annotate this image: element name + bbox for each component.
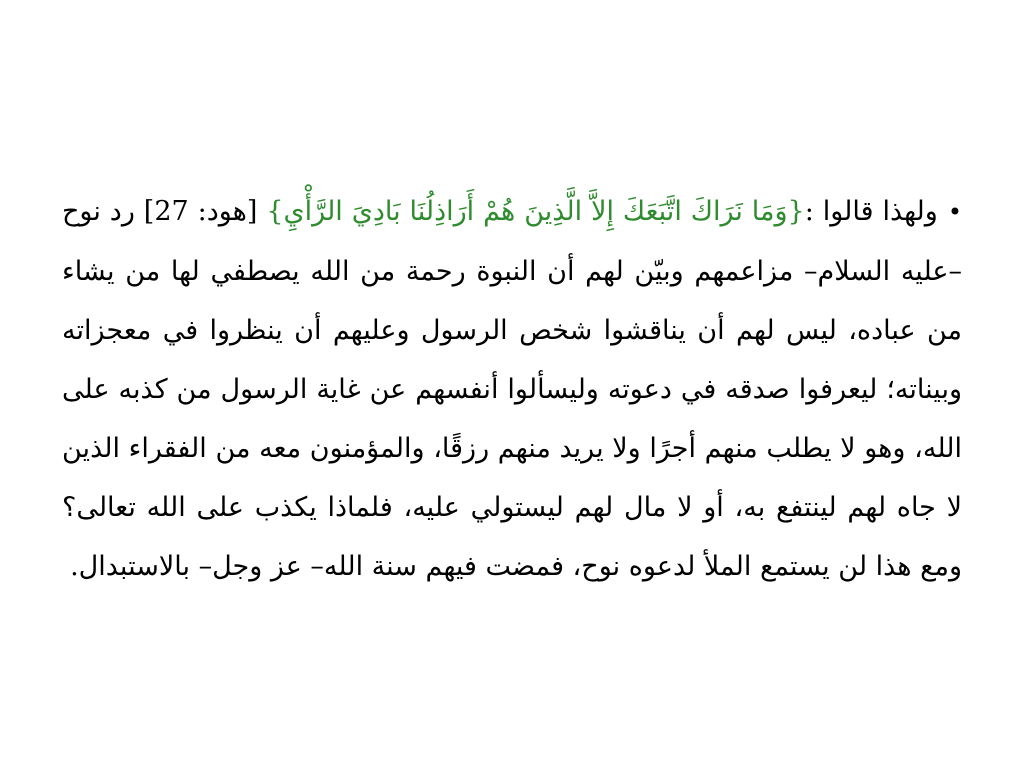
verse-close-brace: } bbox=[266, 196, 284, 227]
bullet-marker: • bbox=[947, 198, 962, 226]
paragraph-body: رد نوح –عليه السلام– مزاعمهم وبيّن لهم أن النبوة رحمة من الله يصطفي لها من يشاء من عباده، ليس لهم أن يناقشوا شخص الرسول وعليهم أن ينظروا في معجزاته وبيناته؛ ليعرفوا صدقه في دعوته وليسألوا أنفسهم عن غاية الرسول من كذبه على الله، وهو لا يطلب منهم أجرًا ولا يريد منهم رزقًا، والمؤمنون معه من الفقراء الذين لا جاه لهم لينتفع به، أو لا مال لهم ليستولي عليه، فلماذا يكذب على الله تعالى؟ ومع هذا لن يستمع الملأ لدعوه نوح، فمضت فيهم سنة الله– عز وجل– بالاستبدال. bbox=[62, 196, 962, 582]
verse-open-brace: { bbox=[787, 196, 805, 227]
verse-citation: [هود: 27] bbox=[134, 196, 267, 227]
quran-verse: وَمَا نَرَاكَ اتَّبَعَكَ إِلاَّ الَّذِينَ هُمْ أَرَاذِلُنَا بَادِيَ الرَّأْيِ bbox=[283, 196, 788, 227]
intro-text: ولهذا قالوا : bbox=[804, 196, 938, 227]
body-paragraph bbox=[62, 182, 962, 596]
